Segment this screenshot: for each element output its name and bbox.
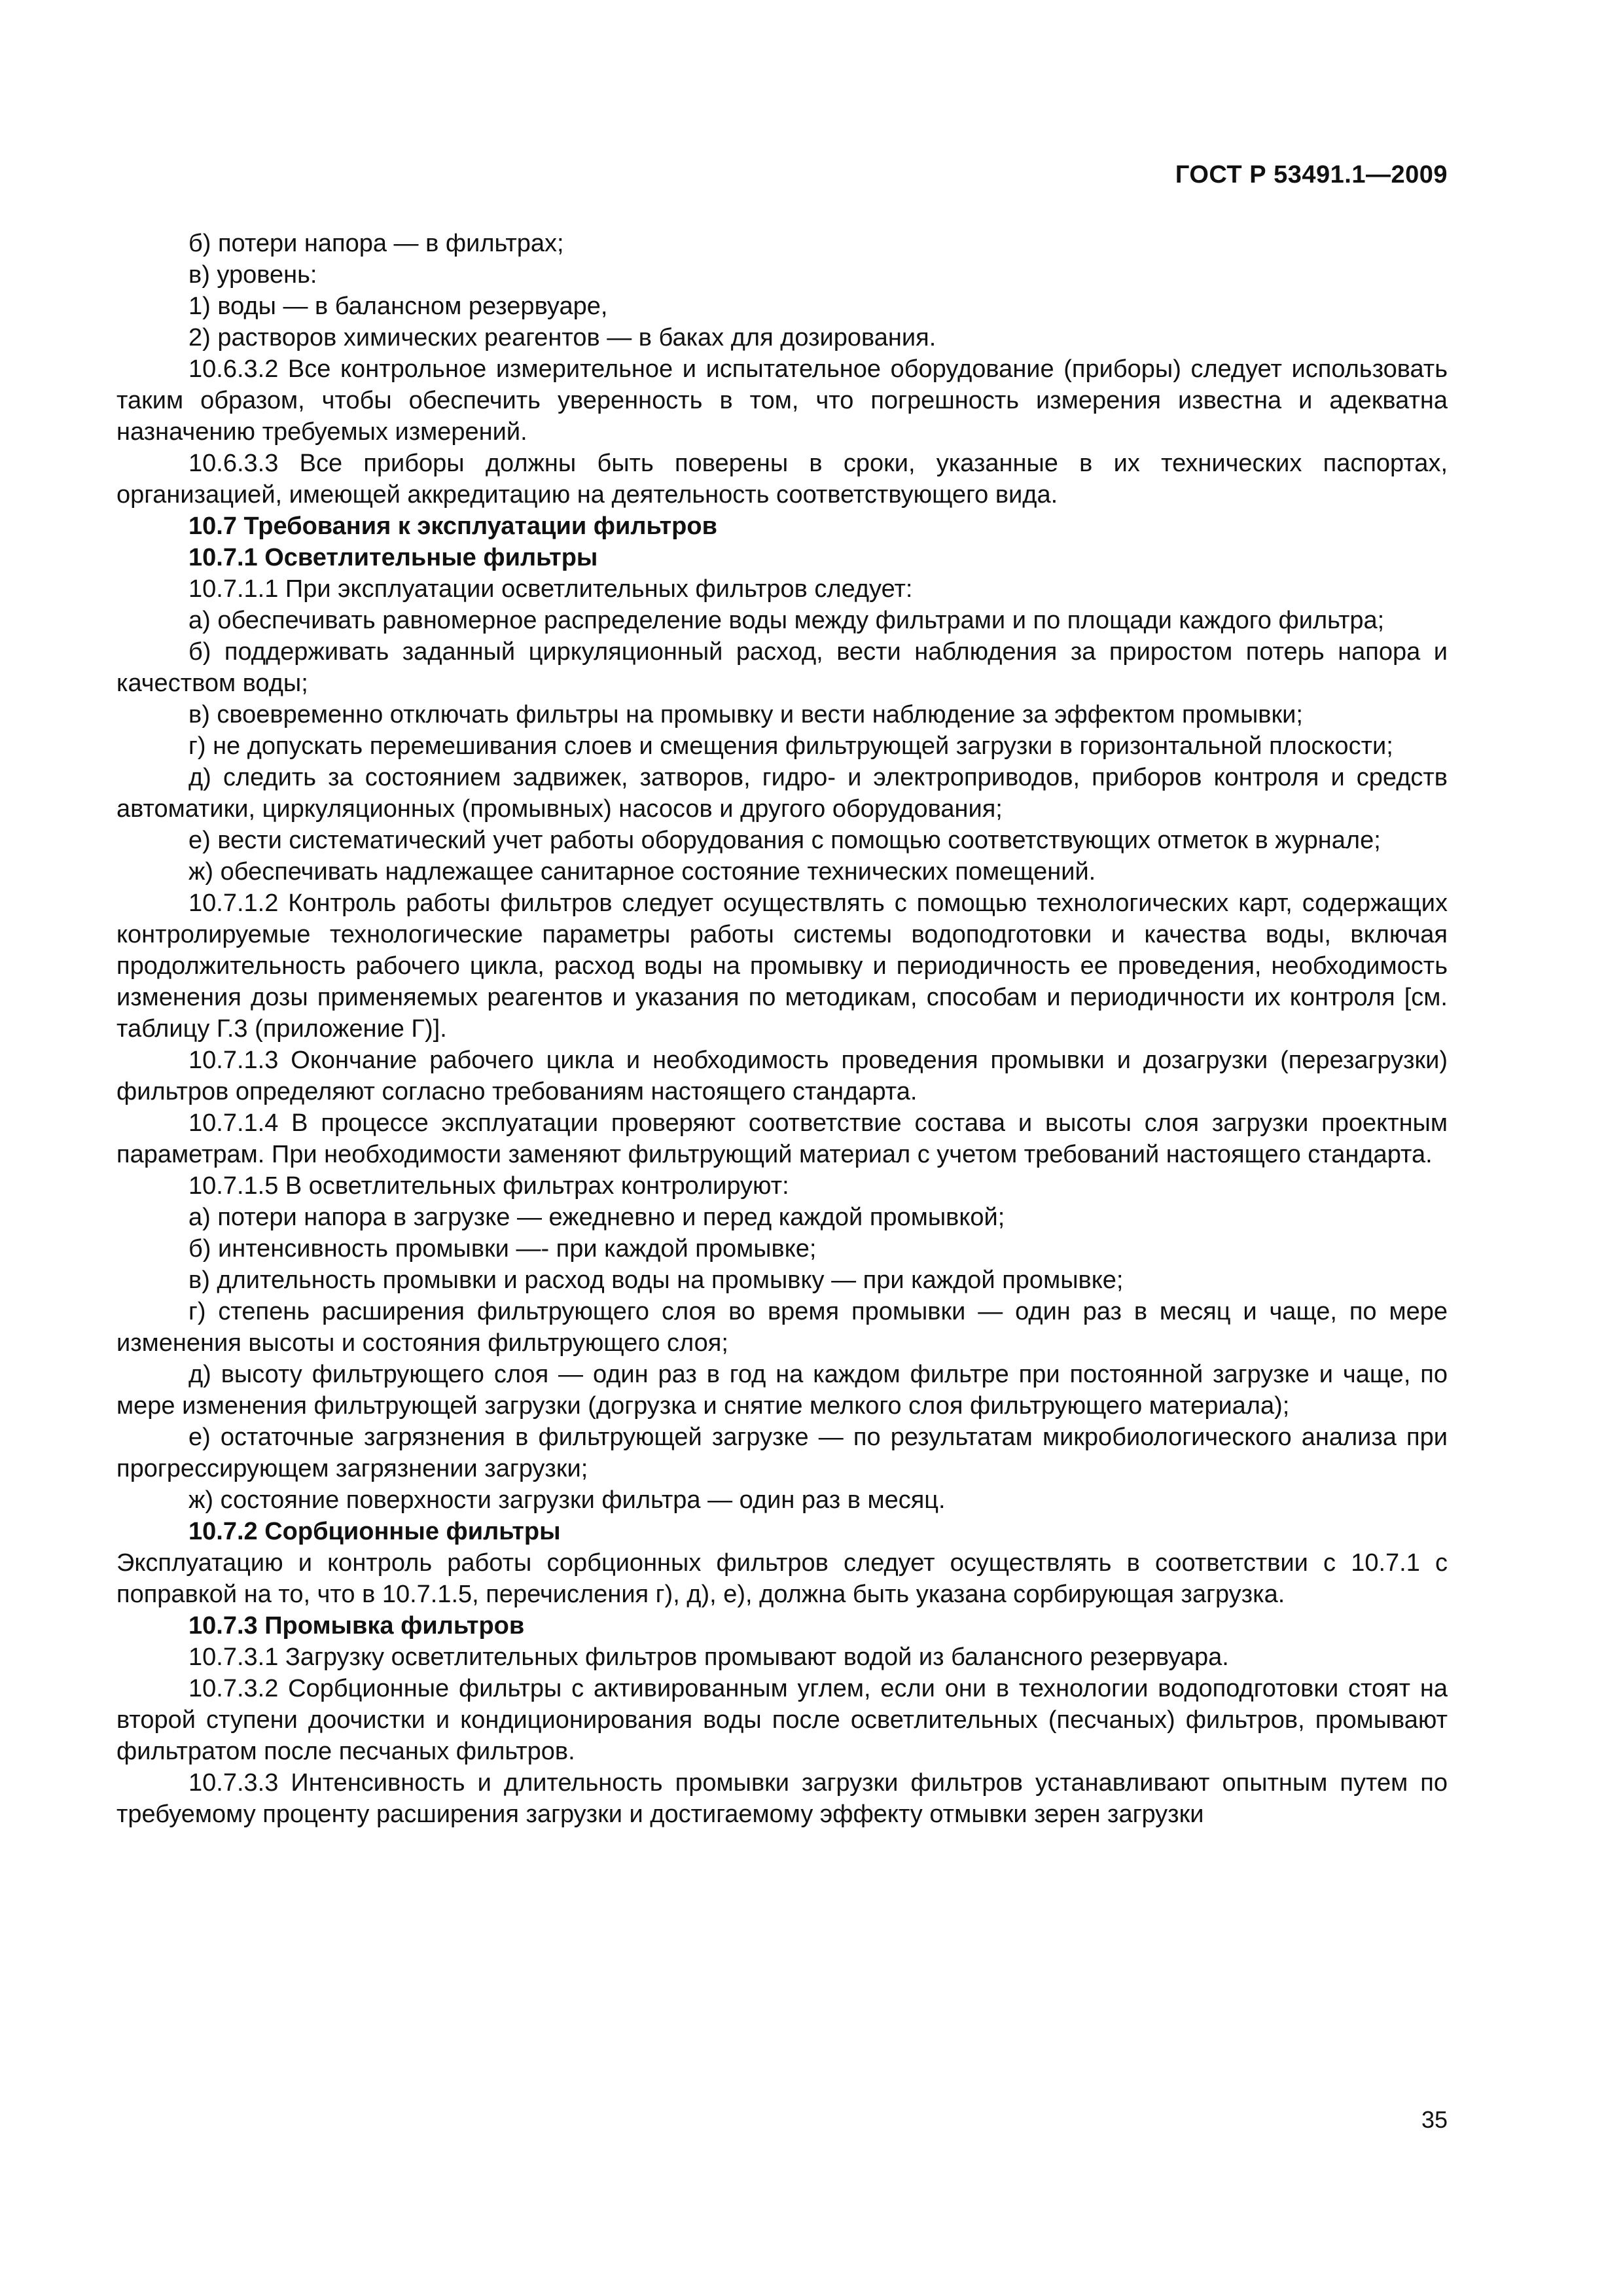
section-heading: 10.7.1 Осветлительные фильтры (188, 544, 598, 571)
paragraph: 10.7.1.4 В процессе эксплуатации проверяют соответствие состава и высоты слоя загрузки проектным параметрам. При необходимости заменяют фильтрующий материал с учетом требований настоящего стандарта. (116, 1109, 1448, 1168)
paragraph: 10.7.3.2 Сорбционные фильтры с активированным углем, если они в технологии водоподготовки стоят на второй ступени доочистки и кондиционирования воды после осветлительных (песчаных) фильтров, промывают фильтратом после песчаных фильтров. (116, 1675, 1448, 1765)
list-item: в) длительность промывки и расход воды на промывку — при каждой промывке; (188, 1266, 1124, 1294)
paragraph: 10.7.1.1 При эксплуатации осветлительных фильтров следует: (188, 575, 913, 603)
list-item: ж) обеспечивать надлежащее санитарное состояние технических помещений. (188, 858, 1096, 886)
list-item: ж) состояние поверхности загрузки фильтра — один раз в месяц. (188, 1486, 946, 1514)
list-item: в) своевременно отключать фильтры на промывку и вести наблюдение за эффектом промывки; (188, 701, 1303, 728)
page-number: 35 (1421, 2106, 1448, 2133)
section-heading: 10.7.3 Промывка фильтров (188, 1612, 525, 1640)
list-item: д) высоту фильтрующего слоя — один раз в год на каждом фильтре при постоянной загрузке и чаще, по мере изменения фильтрующей загрузки (догрузка и снятие мелкого слоя фильтрующего материала); (116, 1361, 1448, 1420)
paragraph: 10.6.3.3 Все приборы должны быть поверены в сроки, указанные в их технических паспортах, организацией, имеющей аккредитацию на деятельность соответствующего вида. (116, 450, 1448, 509)
list-item: г) степень расширения фильтрующего слоя во время промывки — один раз в месяц и чаще, по мере изменения высоты и состояния фильтрующего слоя; (116, 1298, 1448, 1357)
list-item: а) потери напора в загрузке — ежедневно и перед каждой промывкой; (188, 1204, 1005, 1231)
list-item: б) поддерживать заданный циркуляционный расход, вести наблюдения за приростом потерь напора и качеством воды; (116, 638, 1448, 697)
paragraph: 10.6.3.2 Все контрольное измерительное и испытательное оборудование (приборы) следует использовать таким образом, чтобы обеспечить уверенность в том, что погрешность измерения известна и адекватна назначению требуемых измерений. (116, 355, 1448, 446)
list-item: а) обеспечивать равномерное распределение воды между фильтрами и по площади каждого фильтра; (188, 607, 1385, 634)
document-body (116, 228, 1448, 1830)
list-item: в) уровень: (188, 261, 317, 289)
list-item: б) интенсивность промывки —- при каждой промывке; (188, 1235, 817, 1263)
list-item: е) вести систематический учет работы оборудования с помощью соответствующих отметок в журнале; (188, 827, 1381, 854)
page-footer (1421, 2106, 1448, 2134)
paragraph: 10.7.1.5 В осветлительных фильтрах контролируют: (188, 1172, 789, 1200)
paragraph: 10.7.3.1 Загрузку осветлительных фильтров промывают водой из балансного резервуара. (188, 1643, 1229, 1671)
list-item: г) не допускать перемешивания слоев и смещения фильтрующей загрузки в горизонтальной плоскости; (188, 732, 1393, 760)
list-item: д) следить за состоянием задвижек, затворов, гидро- и электроприводов, приборов контроля и средств автоматики, циркуляционных (промывных) насосов и другого оборудования; (116, 764, 1448, 823)
paragraph: 10.7.3.3 Интенсивность и длительность промывки загрузки фильтров устанавливают опытным путем по требуемому проценту расширения загрузки и достигаемому эффекту отмывки зерен загрузки (116, 1769, 1448, 1828)
list-item: е) остаточные загрязнения в фильтрующей загрузке — по результатам микробиологического анализа при прогрессирующем загрязнении загрузки; (116, 1424, 1448, 1482)
paragraph: 10.7.1.2 Контроль работы фильтров следует осуществлять с помощью технологических карт, содержащих контролируемые технологические параметры работы системы водоподготовки и качества воды, включая продолжительность рабочего цикла, расход воды на промывку и периодичность ее проведения, необходимость изменения дозы применяемых реагентов и указания по методикам, способам и периодичности их контроля [см. таблицу Г.3 (приложение Г)]. (116, 889, 1448, 1043)
list-item: 2) растворов химических реагентов — в баках для дозирования. (188, 324, 936, 351)
paragraph: Эксплуатацию и контроль работы сорбционных фильтров следует осуществлять в соответствии с 10.7.1 с поправкой на то, что в 10.7.1.5, перечисления г), д), е), должна быть указана сорбирующая загрузка. (116, 1549, 1448, 1608)
list-item: 1) воды — в балансном резервуаре, (188, 293, 608, 320)
list-item: б) потери напора — в фильтрах; (188, 230, 564, 257)
paragraph: 10.7.1.3 Окончание рабочего цикла и необходимость проведения промывки и дозагрузки (перезагрузки) фильтров определяют согласно требованиям настоящего стандарта. (116, 1047, 1448, 1105)
section-heading: 10.7.2 Сорбционные фильтры (188, 1518, 561, 1545)
standard-designation: ГОСТ Р 53491.1—2009 (1175, 161, 1448, 188)
document-header (1175, 161, 1448, 189)
section-heading: 10.7 Требования к эксплуатации фильтров (188, 512, 717, 540)
